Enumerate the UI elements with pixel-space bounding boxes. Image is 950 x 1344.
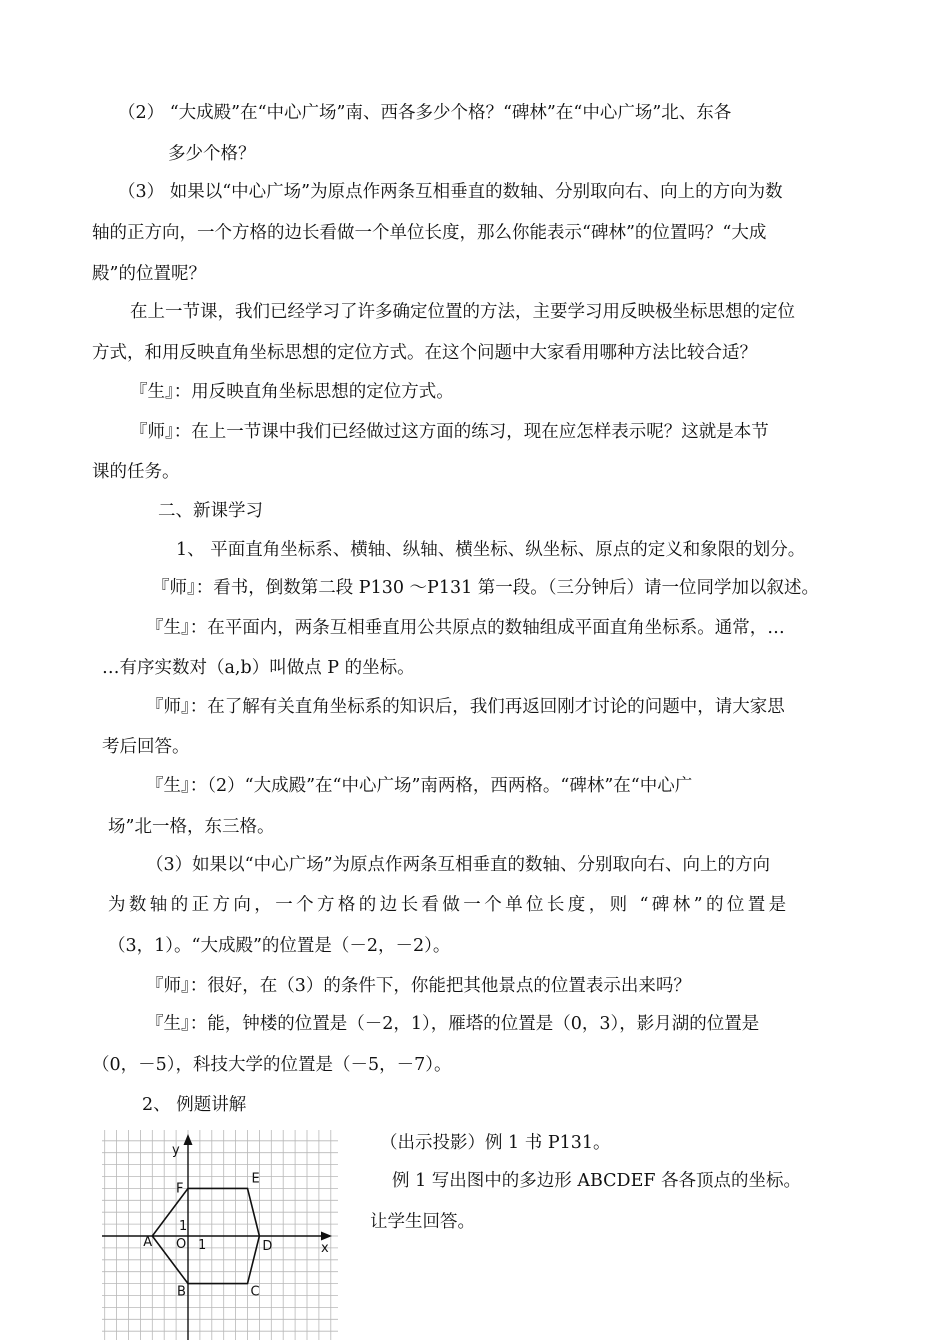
student-line-3c: （3）如果以“中心广场”为原点作两条互相垂直的数轴、分别取向右、向上的方向 [146, 855, 771, 875]
vertex-label-a: A [143, 1235, 153, 1250]
y-axis-label: y [172, 1143, 180, 1158]
example-1-statement: 例 1 写出图中的多边形 ABCDEF 各各顶点的坐标。 [392, 1171, 802, 1191]
coordinate-grid-figure [102, 1130, 342, 1340]
teacher-line-3a: 『师』：在了解有关直角坐标系的知识后，我们再返回刚才讨论的问题中，请大家思 [146, 697, 785, 717]
student-line-2b: …有序实数对（a,b）叫做点 P 的坐标。 [102, 658, 415, 678]
teacher-line-3b: 考后回答。 [102, 737, 190, 757]
y-axis-arrow-icon [184, 1134, 193, 1145]
x-unit-label: 1 [198, 1238, 207, 1253]
y-unit-label: 1 [179, 1219, 188, 1234]
intro-line-2: 方式，和用反映直角坐标思想的定位方式。在这个问题中大家看用哪种方法比较合适？ [92, 343, 757, 363]
student-line-3d: 为数轴的正方向，一个方格的边长看做一个单位长度，则 “碑林”的位置是 [108, 895, 790, 915]
question-3-line-1: （3） 如果以“中心广场”为原点作两条互相垂直的数轴、分别取向右、向上的方向为数 [118, 182, 783, 202]
question-2-line-1: （2） “大成殿”在“中心广场”南、西各多少个格？“碑林”在“中心广场”北、东各 [118, 103, 732, 123]
teacher-line-1b: 课的任务。 [92, 462, 180, 482]
student-line-4a: 『生』：能，钟楼的位置是（－2，1），雁塔的位置是（0，3），影月湖的位置是 [146, 1014, 760, 1034]
grid-lines [102, 1130, 338, 1340]
teacher-line-4: 『师』：很好，在（3）的条件下，你能把其他景点的位置表示出来吗？ [146, 976, 691, 996]
vertex-label-c: C [250, 1284, 260, 1300]
student-line-3a: 『生』：（2）“大成殿”在“中心广场”南两格，西两格。“碑林”在“中心广 [146, 776, 693, 796]
example-instruction: 让学生回答。 [370, 1212, 475, 1232]
section-heading-new-lesson: 二、新课学习 [158, 501, 263, 521]
teacher-line-2: 『师』：看书，倒数第二段 P130 ～P131 第一段。（三分钟后）请一位同学加以叙述。 [152, 578, 820, 598]
intro-line-1: 在上一节课，我们已经学习了许多确定位置的方法，主要学习用反映极坐标思想的定位 [130, 302, 795, 322]
vertex-label-b: B [177, 1284, 186, 1300]
student-line-3e: （3，1）。“大成殿”的位置是（－2，－2）。 [108, 936, 451, 956]
item-1-heading: 1、 平面直角坐标系、横轴、纵轴、横坐标、纵坐标、原点的定义和象限的划分。 [176, 540, 806, 560]
vertex-label-e: E [251, 1171, 260, 1187]
x-axis-arrow-icon [321, 1232, 332, 1241]
question-3-line-2: 轴的正方向，一个方格的边长看做一个单位长度，那么你能表示“碑林”的位置吗？“大成 [92, 223, 767, 243]
teacher-line-1a: 『师』：在上一节课中我们已经做过这方面的练习，现在应怎样表示呢？这就是本节 [130, 422, 769, 442]
vertex-label-f: F [176, 1181, 184, 1197]
student-line-4b: （0，－5），科技大学的位置是（－5，－7）。 [92, 1055, 452, 1075]
item-2-heading: 2、 例题讲解 [142, 1095, 247, 1115]
student-line-3b: 场”北一格，东三格。 [108, 817, 275, 837]
example-projection: （出示投影）例 1 书 P131。 [380, 1133, 611, 1153]
student-line-2a: 『生』：在平面内，两条互相垂直用公共原点的数轴组成平面直角坐标系。通常，… [146, 618, 785, 638]
vertex-label-d: D [262, 1239, 273, 1254]
student-answer-1: 『生』：用反映直角坐标思想的定位方式。 [130, 382, 454, 402]
origin-label: O [176, 1237, 187, 1252]
question-2-line-2: 多少个格？ [168, 144, 256, 164]
question-3-line-3: 殿”的位置呢？ [92, 264, 206, 284]
x-axis-label: x [321, 1241, 329, 1256]
